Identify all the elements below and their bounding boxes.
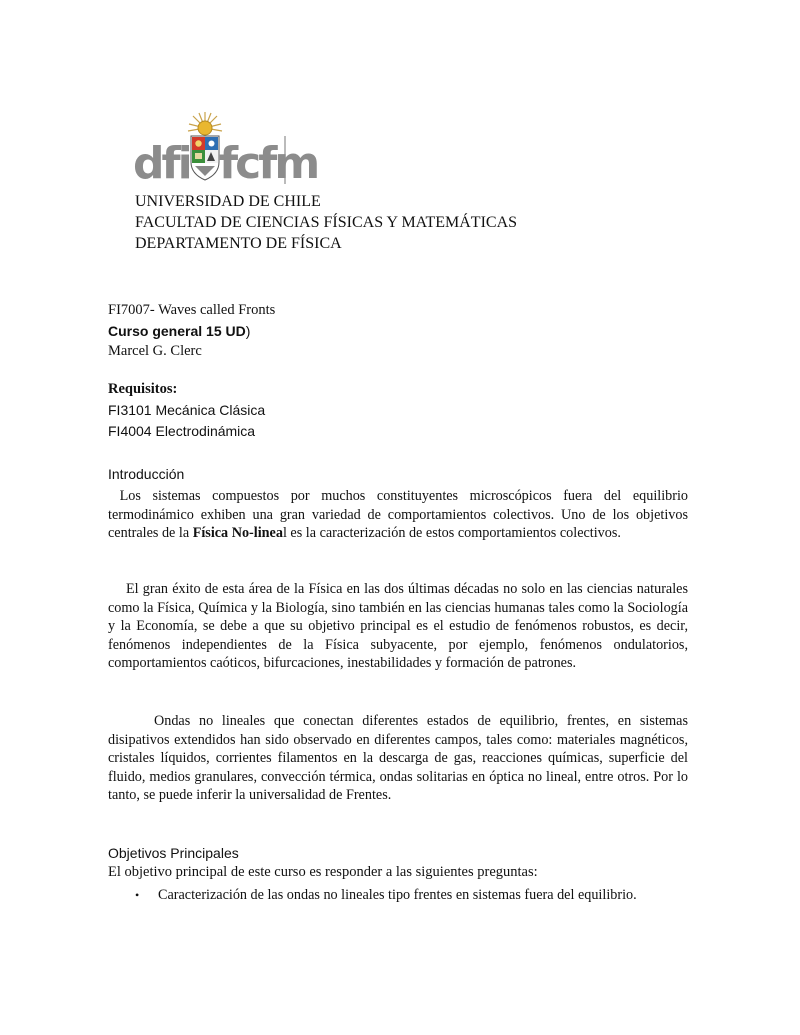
intro-paragraph-3 [108,712,688,805]
intro-paragraph-1 [108,487,688,543]
faculty-name: FACULTAD DE CIENCIAS FÍSICAS Y MATEMÁTICAS [135,214,518,231]
requisites-heading: Requisitos: [108,381,178,397]
intro-paragraph-2 [108,580,688,673]
objective-bullet-text: Caracterización de las ondas no lineales tipo frentes en sistemas fuera del equilibrio. [158,887,637,903]
logo-fcfm-text: fcfm [219,138,318,189]
institution-header [135,191,517,254]
department-name: DEPARTAMENTO DE FÍSICA [135,235,342,252]
intro-p1-after: l es la caracterización de estos comportamientos colectivos. [282,525,621,542]
course-instructor: Marcel G. Clerc [108,343,202,359]
objectives-intro: El objetivo principal de este curso es responder a las siguientes preguntas: [108,864,538,880]
intro-p1-bold: Física No-linea [192,525,283,542]
objective-bullet-item [135,887,637,904]
objectives-heading: Objetivos Principales [108,845,239,861]
logo-dfi-text: dfi [133,138,190,189]
university-name: UNIVERSIDAD DE CHILE [135,193,321,210]
bullet-icon: • [135,888,140,902]
intro-p3-text: Ondas no lineales que conectan diferentes estados de equilibrio, frentes, en sistemas disipativos extendidos han sido observado en diferentes campos, tales como: materiales magnéticos, cristales líquidos, corrientes filamentos en la descarga de gas, reacciones químicas, superficie del fluido, medios granulares, convección térmica, ondas solitarias en óptica no lineal, entre otros. Por lo tanto, se puede inferir la universalidad de Frentes. [108,713,688,804]
intro-heading: Introducción [108,466,185,482]
requisite-item: FI4004 Electrodinámica [108,423,256,439]
intro-p2-text: El gran éxito de esta área de la Física en las dos últimas décadas no solo en las ciencias naturales como la Física, Química y la Biología, sino también en las ciencias humanas tales como la Sociología y la Economía, se debe a que su objetivo principal es el estudio de fenómenos robustos, es decir, fenómenos independientes de la Física subyacente, por ejemplo, fenómenos ondulatorios, comportamientos caóticos, bifurcaciones, inestabilidades y formación de patrones. [108,581,688,672]
crest-shield-icon [191,136,219,180]
course-type-suffix: ) [245,323,251,339]
requisite-item: FI3101 Mecánica Clásica [108,402,266,418]
sun-icon [188,112,222,135]
course-type-label: Curso general 15 UD [108,323,246,339]
course-type [108,323,250,339]
dfi-fcfm-logo [133,112,318,190]
course-title: FI7007- Waves called Fronts [108,302,276,318]
intro-p1-text: Los sistemas compuestos por muchos constituyentes microscópicos fuera del equilibrio termodinámico exhiben una gran variedad de comportamientos colectivos. Uno de los objetivos centrales de la [108,488,689,542]
